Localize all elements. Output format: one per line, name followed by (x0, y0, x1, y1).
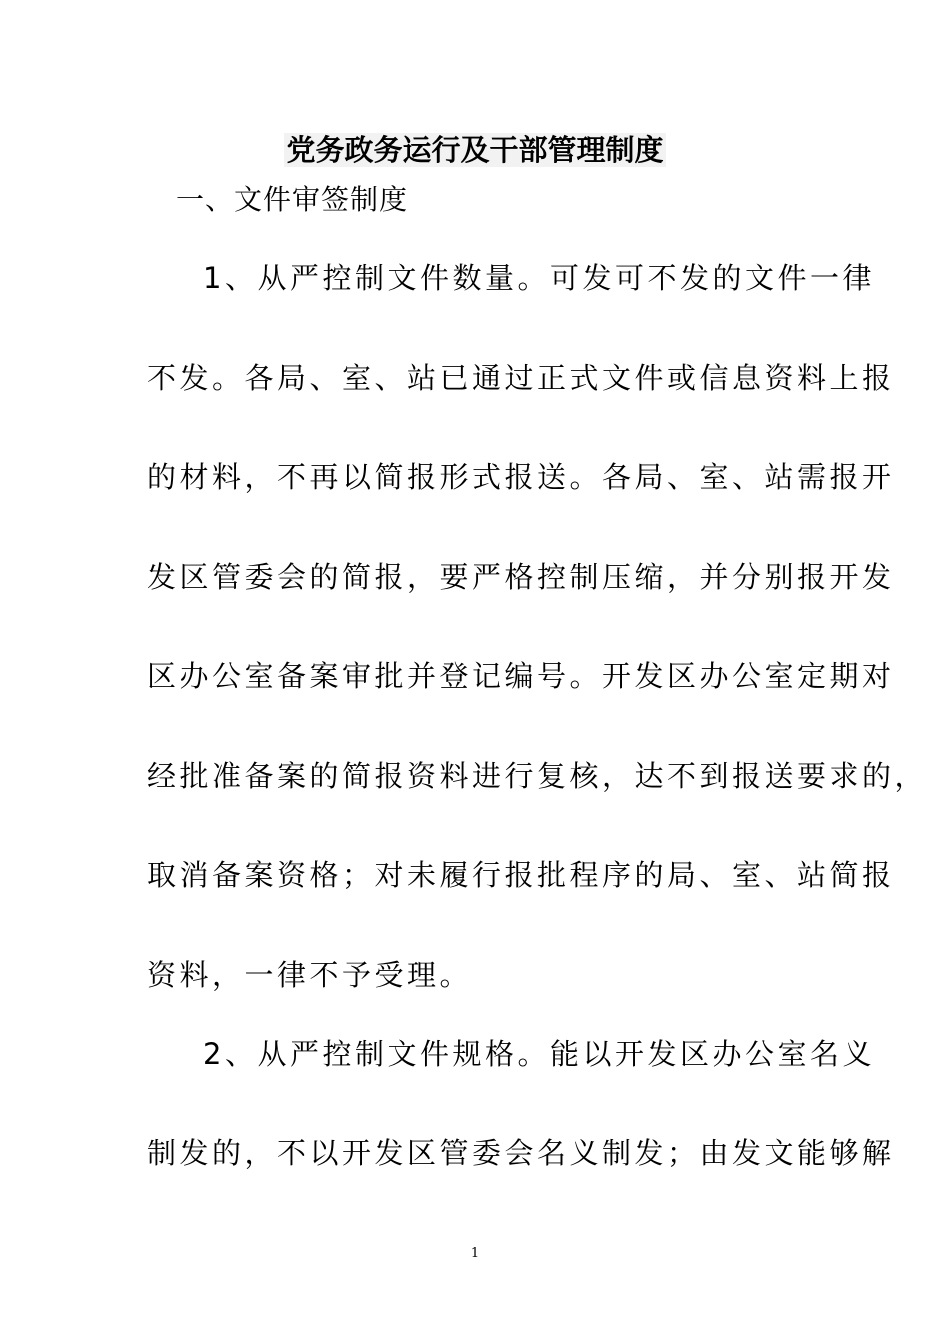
paragraph-line: 1、从严控制文件数量。可发可不发的文件一律 (203, 261, 875, 295)
paragraph-line: 的材料，不再以简报形式报送。各局、室、站需报开 (147, 460, 895, 494)
document-title (0, 128, 950, 172)
paragraph-line: 不发。各局、室、站已通过正式文件或信息资料上报 (147, 361, 895, 395)
paragraph-line: 取消备案资格；对未履行报批程序的局、室、站简报 (147, 858, 895, 892)
page-number: 1 (470, 1246, 480, 1261)
paragraph-line: 制发的，不以开发区管委会名义制发；由发文能够解 (147, 1136, 895, 1170)
section-heading: 一、文件审签制度 (176, 183, 409, 216)
paragraph-line: 经批准备案的简报资料进行复核，达不到报送要求的， (147, 759, 928, 793)
document-title-text: 党务政务运行及干部管理制度 (286, 133, 664, 167)
paragraph-line: 发区管委会的简报，要严格控制压缩，并分别报开发 (147, 560, 895, 594)
paragraph-line: 2、从严控制文件规格。能以开发区办公室名义 (203, 1037, 875, 1071)
paragraph-line: 区办公室备案审批并登记编号。开发区办公室定期对 (147, 659, 895, 693)
paragraph-line: 资料，一律不予受理。 (147, 958, 473, 992)
